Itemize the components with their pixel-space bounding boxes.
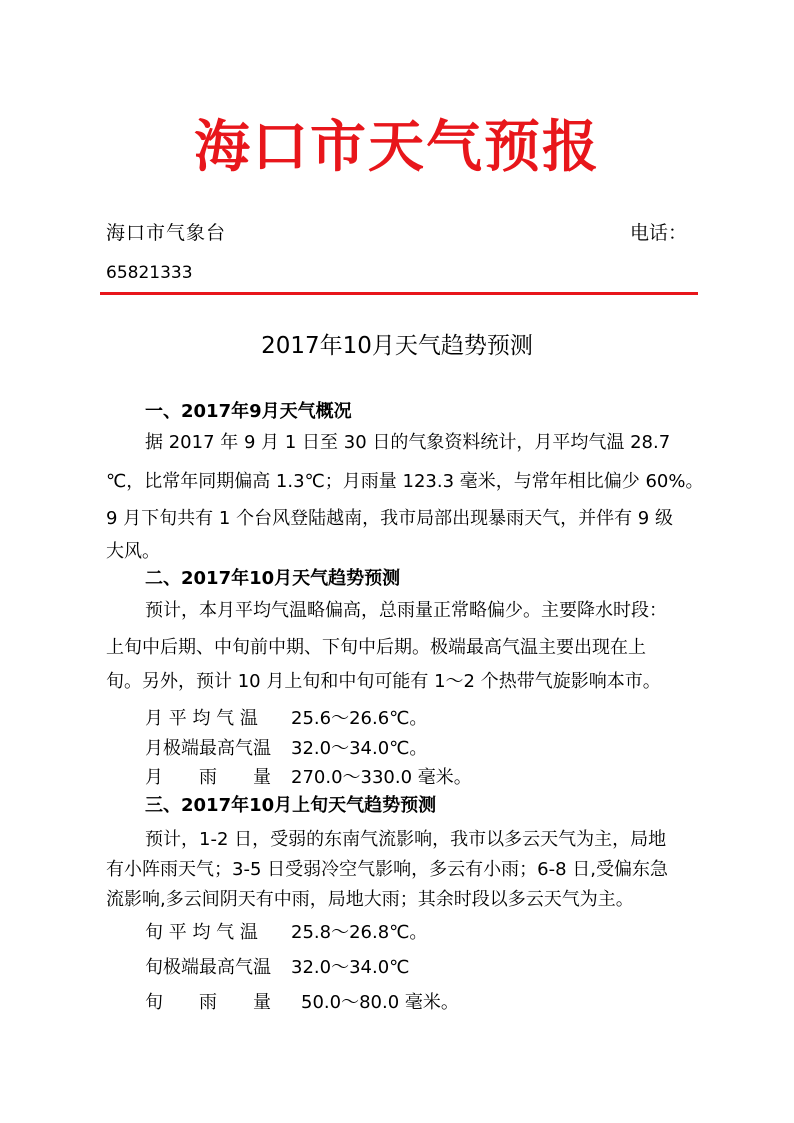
stat-label: 月 雨 量 (145, 767, 271, 788)
section2-line-1: 预计，本月平均气温略偏高，总雨量正常略偏少。主要降水时段： (145, 600, 667, 621)
stat-value: 32.0～34.0℃ (291, 957, 410, 978)
red-divider (100, 292, 698, 295)
stat-value: 32.0～34.0℃。 (291, 738, 428, 759)
stat-label: 旬极端最高气温 (145, 957, 271, 978)
section1-line-2: ℃，比常年同期偏高 1.3℃；月雨量 123.3 毫米，与常年相比偏少 60%。 (106, 471, 704, 492)
stat-value: 25.6～26.6℃。 (291, 708, 428, 729)
section1-line-3: 9 月下旬共有 1 个台风登陆越南，我市局部出现暴雨天气，并伴有 9 级 (106, 508, 673, 529)
section1-line-4: 大风。 (106, 541, 160, 562)
section-heading-2: 二、2017年10月天气趋势预测 (145, 568, 401, 589)
stat-label: 月 平 均 气 温 (145, 708, 258, 729)
phone-number: 65821333 (106, 263, 193, 283)
section3-line-1: 预计，1-2 日，受弱的东南气流影响，我市以多云天气为主，局地 (145, 829, 667, 850)
phone-label: 电话： (630, 222, 688, 244)
section3-line-3: 流影响,多云间阴天有中雨，局地大雨；其余时段以多云天气为主。 (106, 889, 634, 910)
stat-value: 270.0～330.0 毫米。 (291, 767, 472, 788)
section-heading-1: 一、2017年9月天气概况 (145, 401, 352, 422)
stat-label: 旬 雨 量 (145, 992, 271, 1013)
section-heading-3: 三、2017年10月上旬天气趋势预测 (145, 795, 437, 816)
stat-value: 25.8～26.8℃。 (291, 922, 428, 943)
section3-line-2: 有小阵雨天气；3-5 日受弱冷空气影响，多云有小雨；6-8 日,受偏东急 (106, 859, 668, 880)
issuer-name: 海口市气象台 (106, 222, 227, 244)
stat-label: 旬 平 均 气 温 (145, 922, 258, 943)
section2-line-3: 旬。另外，预计 10 月上旬和中旬可能有 1～2 个热带气旋影响本市。 (106, 671, 661, 692)
document-heading: 2017年10月天气趋势预测 (261, 333, 533, 359)
section1-line-1: 据 2017 年 9 月 1 日至 30 日的气象资料统计，月平均气温 28.7 (145, 432, 671, 453)
masthead-title: 海口市天气预报 (194, 115, 600, 180)
stat-value: 50.0～80.0 毫米。 (301, 992, 459, 1013)
stat-label: 月极端最高气温 (145, 738, 271, 759)
section2-line-2: 上旬中后期、中旬前中期、下旬中后期。极端最高气温主要出现在上 (106, 637, 646, 658)
